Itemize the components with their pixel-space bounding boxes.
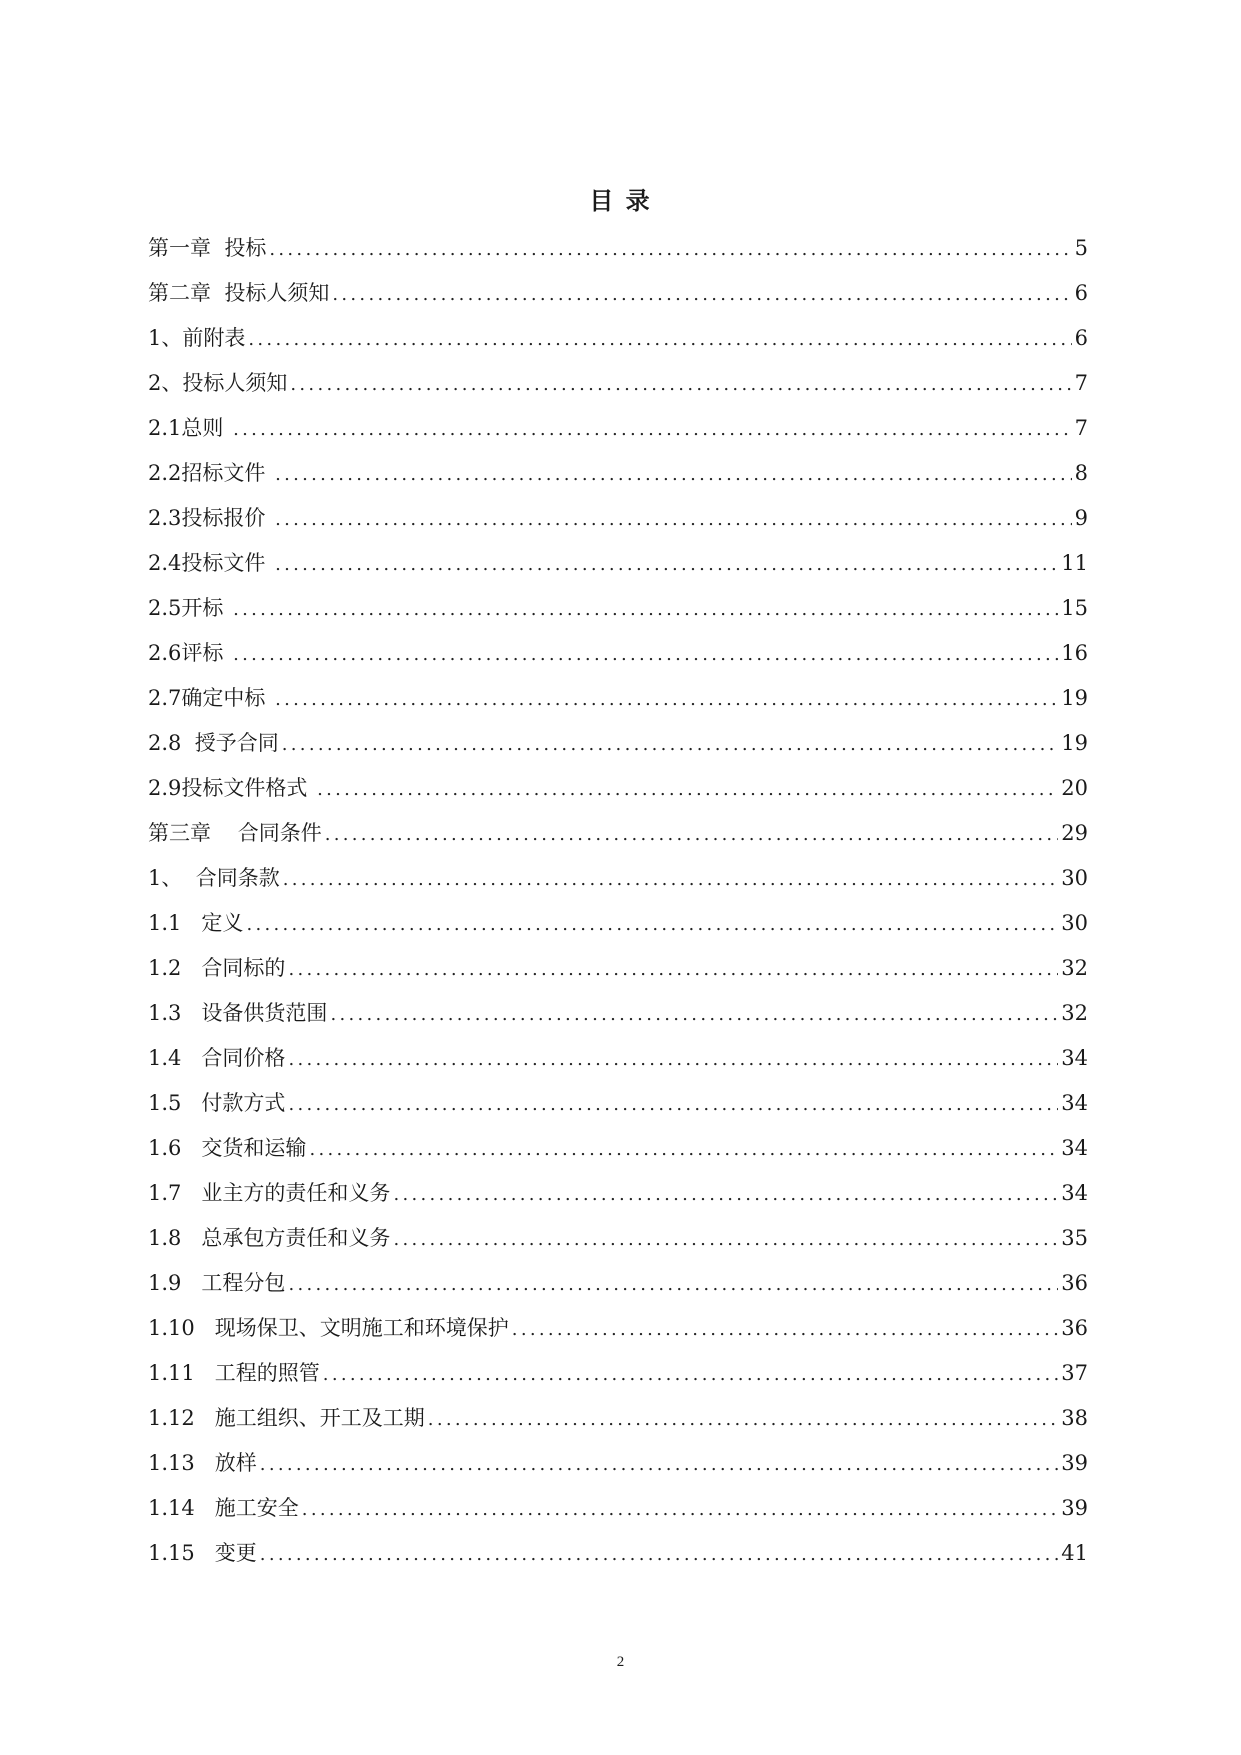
toc-entry[interactable] (148, 1126, 1088, 1171)
toc-entry-label: 2、投标人须知 (148, 371, 288, 395)
toc-entry[interactable] (148, 451, 1088, 496)
toc-entry-label: 1.9 工程分包 (148, 1271, 286, 1295)
toc-entry-label: 2.6评标 (148, 641, 231, 665)
toc-entry-page: 29 (1061, 821, 1088, 845)
toc-dot-leader (269, 227, 1071, 272)
toc-entry-label: 2.2招标文件 (148, 461, 273, 485)
toc-entry-page: 41 (1061, 1541, 1088, 1565)
toc-entry[interactable] (148, 226, 1088, 271)
toc-entry-page: 19 (1061, 686, 1088, 710)
toc-entry[interactable] (148, 1036, 1088, 1081)
toc-dot-leader (288, 1262, 1058, 1307)
toc-entry[interactable] (148, 946, 1088, 991)
toc-entry-page: 9 (1074, 506, 1088, 530)
toc-dot-leader (290, 362, 1071, 407)
toc-dot-leader (325, 812, 1059, 857)
toc-entry-label: 第三章 合同条件 (148, 821, 322, 845)
toc-entry[interactable] (148, 1396, 1088, 1441)
toc-entry-label: 1.13 放样 (148, 1451, 257, 1475)
toc-entry-page: 36 (1061, 1316, 1088, 1340)
toc-entry-page: 34 (1061, 1046, 1088, 1070)
toc-entry-label: 2.3投标报价 (148, 506, 273, 530)
toc-entry-label: 1.11 工程的照管 (148, 1361, 320, 1385)
toc-entry[interactable] (148, 991, 1088, 1036)
toc-entry-page: 11 (1061, 551, 1088, 575)
toc-entry-label: 第二章 投标人须知 (148, 281, 330, 305)
toc-entry-page: 37 (1061, 1361, 1088, 1385)
toc-entry-label: 1.8 总承包方责任和义务 (148, 1226, 391, 1250)
toc-entry-label: 1.15 变更 (148, 1541, 257, 1565)
toc-entry-page: 38 (1061, 1406, 1088, 1430)
toc-entry[interactable] (148, 766, 1088, 811)
toc-dot-leader (275, 452, 1072, 497)
toc-entry-label: 2.9投标文件格式 (148, 776, 315, 800)
toc-dot-leader (428, 1397, 1058, 1442)
toc-entry[interactable] (148, 676, 1088, 721)
toc-entry-page: 39 (1061, 1496, 1088, 1520)
toc-entry[interactable] (148, 1486, 1088, 1531)
toc-dot-leader (260, 1532, 1058, 1577)
toc-dot-leader (260, 1442, 1058, 1487)
toc-entry[interactable] (148, 361, 1088, 406)
toc-entry-label: 1.2 合同标的 (148, 956, 286, 980)
toc-entry[interactable] (148, 406, 1088, 451)
toc-dot-leader (332, 272, 1071, 317)
toc-dot-leader (393, 1172, 1058, 1217)
toc-dot-leader (302, 1487, 1058, 1532)
toc-dot-leader (233, 587, 1058, 632)
toc-entry-page: 7 (1074, 416, 1088, 440)
toc-dot-leader (309, 1127, 1058, 1172)
toc-entry-label: 2.7确定中标 (148, 686, 273, 710)
toc-entry[interactable] (148, 856, 1088, 901)
toc-entry-page: 32 (1061, 956, 1088, 980)
toc-entry[interactable] (148, 1261, 1088, 1306)
toc-entry-label: 1.4 合同价格 (148, 1046, 286, 1070)
toc-entry[interactable] (148, 1531, 1088, 1576)
toc-entry[interactable] (148, 1351, 1088, 1396)
toc-entry-label: 1、 合同条款 (148, 866, 280, 890)
toc-entry[interactable] (148, 631, 1088, 676)
toc-entry-page: 32 (1061, 1001, 1088, 1025)
toc-entry-label: 1.7 业主方的责任和义务 (148, 1181, 391, 1205)
toc-dot-leader (275, 677, 1058, 722)
toc-entry-label: 1.6 交货和运输 (148, 1136, 307, 1160)
toc-entry-label: 第一章 投标 (148, 236, 267, 260)
toc-dot-leader (233, 632, 1058, 677)
toc-entry[interactable] (148, 1171, 1088, 1216)
toc-entry-page: 16 (1061, 641, 1088, 665)
toc-entry-page: 34 (1061, 1091, 1088, 1115)
toc-entry[interactable] (148, 541, 1088, 586)
toc-entry-label: 2.5开标 (148, 596, 231, 620)
toc-entry[interactable] (148, 721, 1088, 766)
toc-entry-page: 39 (1061, 1451, 1088, 1475)
toc-dot-leader (288, 947, 1058, 992)
toc-entry-page: 15 (1061, 596, 1088, 620)
toc-entry-label: 1.14 施工安全 (148, 1496, 299, 1520)
toc-dot-leader (512, 1307, 1058, 1352)
toc-entry[interactable] (148, 1441, 1088, 1486)
toc-entry[interactable] (148, 1306, 1088, 1351)
toc-dot-leader (283, 857, 1059, 902)
toc-entry-page: 30 (1061, 911, 1088, 935)
toc-entry-page: 36 (1061, 1271, 1088, 1295)
toc-dot-leader (282, 722, 1059, 767)
toc-dot-leader (275, 497, 1072, 542)
toc-entry-page: 6 (1074, 326, 1088, 350)
toc-entry-label: 2.1总则 (148, 416, 231, 440)
toc-entry-label: 1.12 施工组织、开工及工期 (148, 1406, 425, 1430)
toc-entry[interactable] (148, 316, 1088, 361)
toc-entry-page: 7 (1074, 371, 1088, 395)
toc-entry-page: 8 (1074, 461, 1088, 485)
toc-entry-page: 5 (1074, 236, 1088, 260)
toc-dot-leader (288, 1082, 1058, 1127)
toc-dot-leader (393, 1217, 1058, 1262)
toc-dot-leader (317, 767, 1058, 812)
toc-entry[interactable] (148, 1081, 1088, 1126)
toc-entry-page: 20 (1061, 776, 1088, 800)
toc-entry-label: 1.5 付款方式 (148, 1091, 286, 1115)
toc-dot-leader (246, 902, 1058, 947)
toc-entry-page: 35 (1061, 1226, 1088, 1250)
toc-entry-label: 1、前附表 (148, 326, 246, 350)
toc-entry-page: 6 (1074, 281, 1088, 305)
toc-dot-leader (275, 542, 1058, 587)
table-of-contents (148, 226, 1088, 1576)
toc-entry-label: 1.3 设备供货范围 (148, 1001, 328, 1025)
toc-entry-label: 2.4投标文件 (148, 551, 273, 575)
toc-entry[interactable] (148, 811, 1088, 856)
toc-entry-page: 30 (1061, 866, 1088, 890)
toc-dot-leader (288, 1037, 1058, 1082)
toc-entry-label: 1.10 现场保卫、文明施工和环境保护 (148, 1316, 509, 1340)
toc-dot-leader (248, 317, 1071, 362)
toc-entry[interactable] (148, 496, 1088, 541)
toc-entry-page: 34 (1061, 1181, 1088, 1205)
page-number: 2 (616, 1654, 625, 1670)
toc-entry[interactable] (148, 586, 1088, 631)
toc-entry-page: 34 (1061, 1136, 1088, 1160)
toc-entry-page: 19 (1061, 731, 1088, 755)
toc-entry[interactable] (148, 271, 1088, 316)
toc-dot-leader (233, 407, 1072, 452)
toc-entry-label: 2.8 授予合同 (148, 731, 279, 755)
page-title: 目 录 (589, 186, 652, 215)
toc-dot-leader (330, 992, 1058, 1037)
toc-entry[interactable] (148, 901, 1088, 946)
toc-entry-label: 1.1 定义 (148, 911, 244, 935)
toc-dot-leader (323, 1352, 1058, 1397)
toc-entry[interactable] (148, 1216, 1088, 1261)
